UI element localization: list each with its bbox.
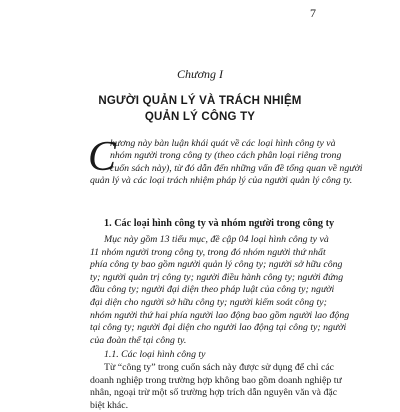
paragraph-line: Mục này gồm 13 tiểu mục, đề cập 04 loại hình công ty và	[104, 234, 329, 245]
chapter-title	[0, 93, 400, 125]
paragraph-line: tại công ty; người đại diện cho người lao động tại công ty; người	[90, 322, 347, 334]
section-paragraph	[90, 234, 350, 347]
intro-line: cuốn sách này), từ đó dẫn đến những vấn đề tổng quan về người	[110, 162, 363, 174]
drop-cap: C	[88, 134, 117, 180]
page-number: 7	[310, 6, 316, 20]
paragraph-line: nhân, ngoại trừ một số trường hợp trích dẫn nguyên văn và đặc	[90, 387, 338, 399]
intro-paragraph	[88, 134, 363, 188]
body-paragraph	[90, 362, 342, 412]
paragraph-line: đại diện cho người sở hữu công ty; người kiểm soát công ty;	[90, 296, 327, 308]
paragraph-line: 11 nhóm người trong công ty, trong đó nhóm người thứ nhất	[90, 246, 326, 258]
section-heading: 1. Các loại hình công ty và nhóm người trong công ty	[104, 218, 335, 229]
paragraph-line: của đoàn thể tại công ty.	[90, 334, 187, 346]
chapter-title-line: QUẢN LÝ CÔNG TY	[144, 111, 256, 123]
paragraph-line: doanh nghiệp trong trường hợp không bao gồm doanh nghiệp tư	[90, 374, 342, 386]
paragraph-line: biệt khác.	[90, 399, 129, 411]
subsection-heading: 1.1. Các loại hình công ty	[104, 349, 206, 360]
chapter-title-line: NGƯỜI QUẢN LÝ VÀ TRÁCH NHIỆM	[98, 95, 302, 107]
paragraph-line: phía công ty bao gồm người quản lý công ty; người sở hữu công	[90, 259, 343, 271]
intro-line: hương này bàn luận khái quát về các loại hình công ty và	[110, 138, 336, 149]
chapter-label: Chương I	[177, 67, 223, 81]
paragraph-line: Từ “công ty” trong cuốn sách này được sử dụng để chỉ các	[104, 362, 335, 373]
paragraph-line: nhóm người thứ hai phía người lao động bao gồm người lao động	[90, 309, 350, 321]
paragraph-line: đầu công ty; người đại diện theo pháp luật của công ty; người	[90, 284, 335, 296]
intro-line: quản lý và các loại trách nhiệm pháp lý của người quản lý công ty.	[90, 175, 353, 187]
paragraph-line: ty; người quản trị công ty; người điều hành công ty; người đứng	[90, 271, 344, 283]
intro-line: nhóm người trong công ty (theo cách phân loại riêng trong	[110, 150, 342, 162]
